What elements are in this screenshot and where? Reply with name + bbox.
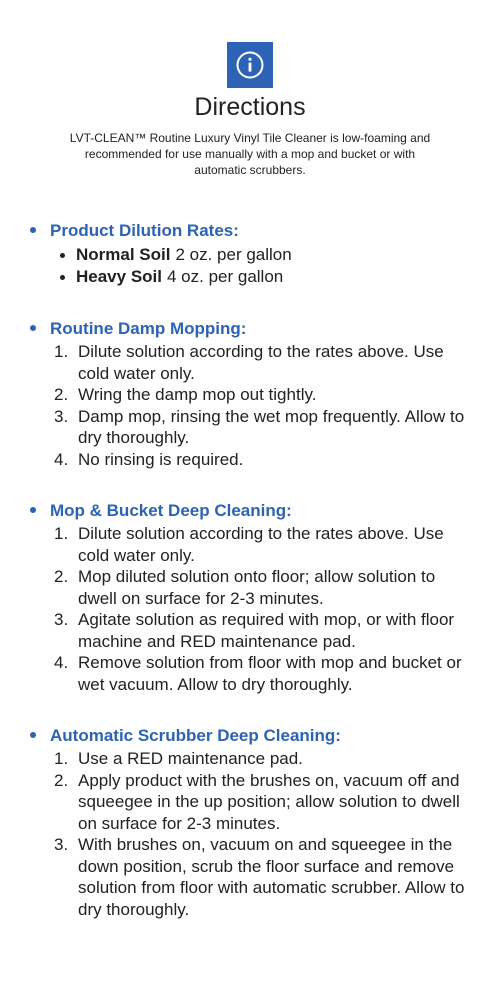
list-item bbox=[60, 244, 500, 266]
bullet-icon bbox=[30, 325, 36, 331]
section-heading: Mop & Bucket Deep Cleaning: bbox=[50, 501, 292, 520]
step-text: Use a RED maintenance pad. bbox=[78, 749, 303, 768]
step-text: Mop diluted solution onto floor; allow solution to dwell on surface for 2-3 minutes. bbox=[78, 567, 436, 608]
section-heading: Product Dilution Rates: bbox=[50, 221, 239, 240]
list-item bbox=[60, 266, 500, 288]
section-heading: Automatic Scrubber Deep Cleaning: bbox=[50, 726, 341, 745]
soil-level-label: Normal Soil bbox=[76, 245, 171, 264]
list-item: 3. Agitate solution as required with mop, or with floor machine and RED maintenance pad. bbox=[54, 609, 474, 652]
list-item: 4. Remove solution from floor with mop and bucket or wet vacuum. Allow to dry thoroughly. bbox=[54, 652, 474, 695]
list-item: 3. Damp mop, rinsing the wet mop frequently. Allow to dry thoroughly. bbox=[54, 406, 474, 449]
step-text: Apply product with the brushes on, vacuum off and squeegee in the up position; allow solution to dwell on surface for 2-3 minutes. bbox=[78, 770, 460, 833]
section-dilution-rates bbox=[0, 220, 500, 288]
mop-bucket-steps bbox=[0, 523, 500, 695]
list-item: 1. Dilute solution according to the rates above. Use cold water only. bbox=[54, 523, 474, 566]
soil-level-label: Heavy Soil bbox=[76, 267, 162, 286]
list-item: 1. Dilute solution according to the rates above. Use cold water only. bbox=[54, 341, 474, 384]
section-mop-bucket bbox=[0, 500, 500, 695]
info-badge bbox=[227, 42, 273, 88]
list-item: 2. Wring the damp mop out tightly. bbox=[54, 384, 474, 406]
bullet-icon bbox=[60, 275, 65, 280]
step-text: Agitate solution as required with mop, or with floor machine and RED maintenance pad. bbox=[78, 610, 455, 651]
directions-sections bbox=[0, 220, 500, 950]
damp-mopping-steps bbox=[0, 341, 500, 470]
section-auto-scrubber bbox=[0, 725, 500, 920]
intro-text: LVT-CLEAN™ Routine Luxury Vinyl Tile Cleaner is low-foaming and recommended for use manually with a mop and bucket or with automatic scrubbers. bbox=[69, 131, 431, 177]
section-heading: Routine Damp Mopping: bbox=[50, 319, 247, 338]
list-item: 4. No rinsing is required. bbox=[54, 449, 474, 471]
step-text: Damp mop, rinsing the wet mop frequently. Allow to dry thoroughly. bbox=[78, 406, 465, 447]
dilution-list bbox=[0, 244, 500, 288]
bullet-icon bbox=[30, 507, 36, 513]
list-item: 1. Use a RED maintenance pad. bbox=[54, 748, 474, 770]
step-text: Remove solution from floor with mop and bucket or wet vacuum. Allow to dry thoroughly. bbox=[78, 653, 462, 694]
dilution-value: 2 oz. per gallon bbox=[175, 245, 292, 264]
info-icon bbox=[235, 50, 265, 80]
step-text: No rinsing is required. bbox=[78, 449, 244, 469]
list-item: 2. Mop diluted solution onto floor; allow solution to dwell on surface for 2-3 minutes. bbox=[54, 566, 474, 609]
step-text: Dilute solution according to the rates above. Use cold water only. bbox=[78, 342, 444, 383]
step-text: Wring the damp mop out tightly. bbox=[78, 385, 317, 404]
step-text: With brushes on, vacuum on and squeegee in the down position, scrub the floor surface and remove solution from floor with automatic scrubber. Allow to dry thoroughly. bbox=[78, 835, 465, 919]
step-text: Dilute solution according to the rates above. Use cold water only. bbox=[78, 524, 444, 565]
auto-scrubber-steps bbox=[0, 748, 500, 920]
bullet-icon bbox=[30, 732, 36, 738]
section-damp-mopping bbox=[0, 318, 500, 470]
list-item: 3. With brushes on, vacuum on and squeegee in the down position, scrub the floor surface and remove solution from floor with automatic scrubber. Allow to dry thoroughly. bbox=[54, 834, 474, 920]
page-title: Directions bbox=[194, 93, 306, 121]
bullet-icon bbox=[60, 253, 65, 258]
bullet-icon bbox=[30, 227, 36, 233]
dilution-value: 4 oz. per gallon bbox=[167, 267, 284, 286]
list-item: 2. Apply product with the brushes on, vacuum off and squeegee in the up position; allow solution to dwell on surface for 2-3 minutes. bbox=[54, 770, 474, 835]
